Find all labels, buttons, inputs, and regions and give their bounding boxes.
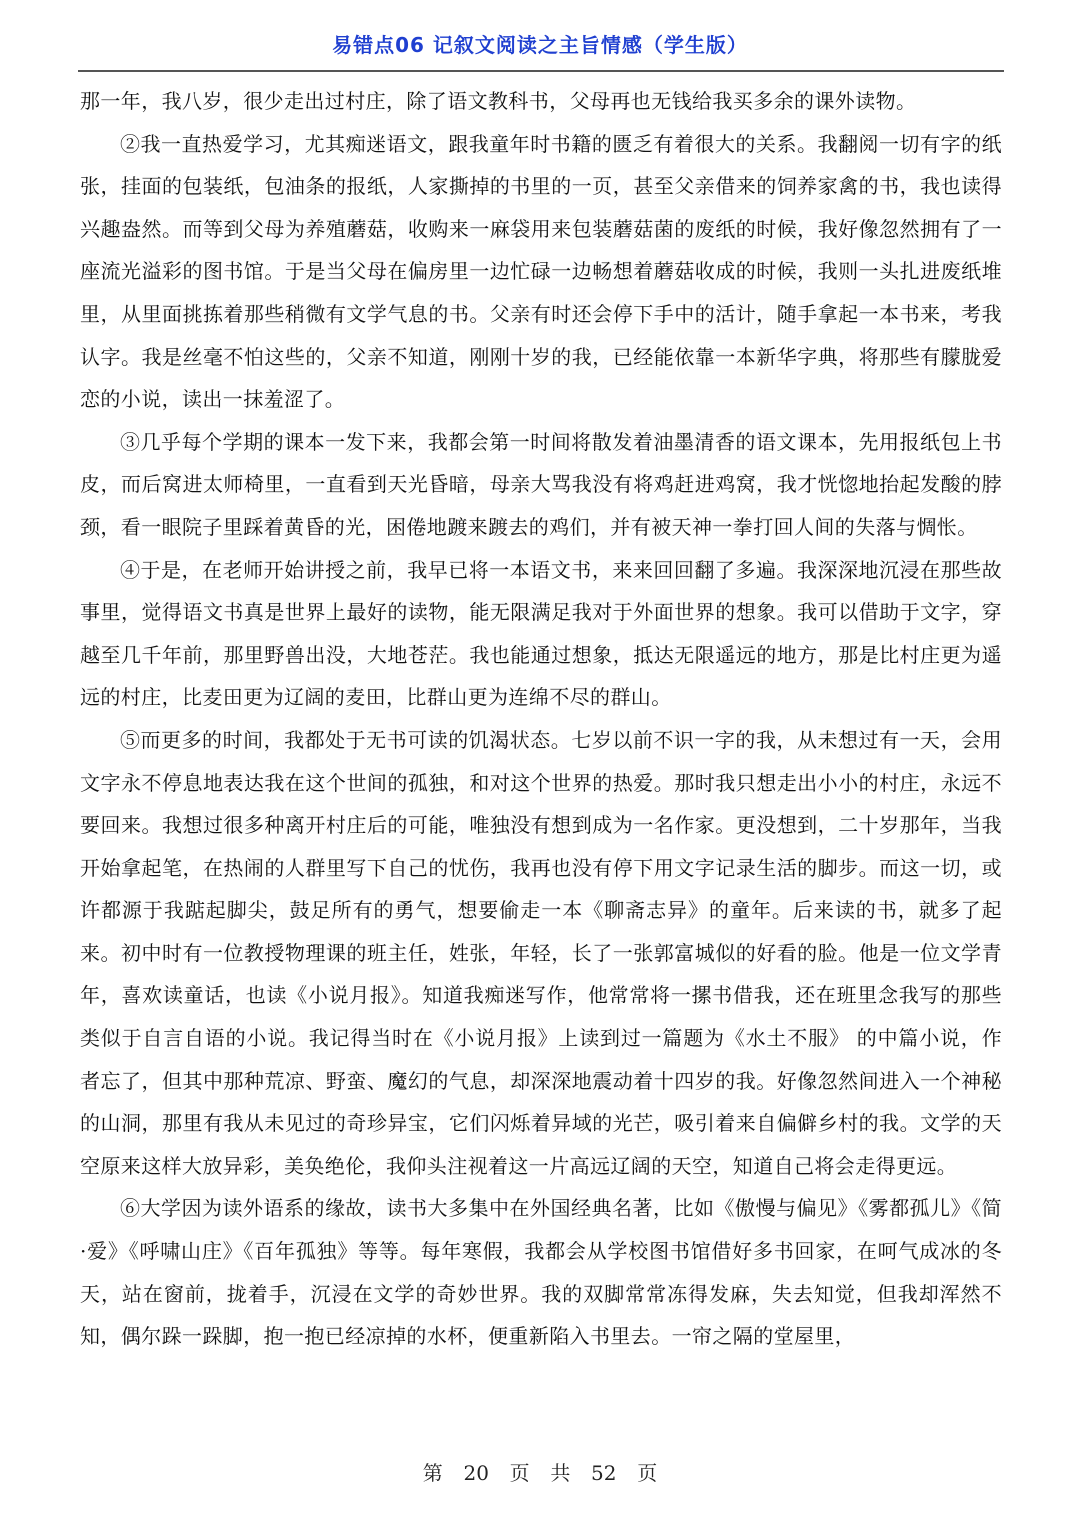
header-title: 易错点06 记叙文阅读之主旨情感（学生版） xyxy=(332,33,748,57)
page-number-label: 第 20 页 共 52 页 xyxy=(422,1461,658,1485)
paragraph-continuation: 那一年，我八岁，很少走出过村庄，除了语文教科书，父母再也无钱给我买多余的课外读物。 xyxy=(80,89,917,113)
paragraph-2: ②我一直热爱学习，尤其痴迷语文，跟我童年时书籍的匮乏有着很大的关系。我翻阅一切有字的纸张，挂面的包装纸，包油条的报纸，人家撕掉的书里的一页，甚至父亲借来的饲养家禽的书，我也读得兴趣盎然。而等到父母为养殖蘑菇，收购来一麻袋用来包装蘑菇菌的废纸的时候，我好像忽然拥有了一座流光溢彩的图书馆。于是当父母在偏房里一边忙碌一边畅想着蘑菇收成的时候，我则一头扎进废纸堆里，从里面挑拣着那些稍微有文学气息的书。父亲有时还会停下手中的活计，随手拿起一本书来，考我认字。我是丝毫不怕这些的，父亲不知道，刚刚十岁的我，已经能依靠一本新华字典，将那些有朦胧爱恋的小说，读出一抹羞涩了。 xyxy=(80,131,1002,412)
header-divider xyxy=(78,70,1004,72)
page-footer xyxy=(0,1458,1080,1488)
paragraph-5: ⑤而更多的时间，我都处于无书可读的饥渴状态。七岁以前不识一字的我，从未想过有一天，会用文字永不停息地表达我在这个世间的孤独，和对这个世界的热爱。那时我只想走出小小的村庄，永远不要回来。我想过很多种离开村庄后的可能，唯独没有想到成为一名作家。更没想到，二十岁那年，当我开始拿起笔，在热闹的人群里写下自己的忧伤，我再也没有停下用文字记录生活的脚步。而这一切，或许都源于我踮起脚尖，鼓足所有的勇气，想要偷走一本《聊斋志异》的童年。后来读的书，就多了起来。初中时有一位教授物理课的班主任，姓张，年轻，长了一张郭富城似的好看的脸。他是一位文学青年，喜欢读童话，也读《小说月报》。知道我痴迷写作，他常常将一摞书借我，还在班里念我写的那些类似于自言自语的小说。我记得当时在《小说月报》上读到过一篇题为《水土不服》 的中篇小说，作者忘了，但其中那种荒凉、野蛮、魔幻的气息，却深深地震动着十四岁的我。好像忽然间进入一个神秘的山洞，那里有我从未见过的奇珍异宝，它们闪烁着异域的光芒，吸引着来自偏僻乡村的我。文学的天空原来这样大放异彩，美奂绝伦，我仰头注视着这一片高远辽阔的天空，知道自己将会走得更远。 xyxy=(80,727,1002,1178)
document-body xyxy=(80,80,1002,1358)
paragraph-4: ④于是，在老师开始讲授之前，我早已将一本语文书，来来回回翻了多遍。我深深地沉浸在那些故事里，觉得语文书真是世界上最好的读物，能无限满足我对于外面世界的想象。我可以借助于文字，穿越至几千年前，那里野兽出没，大地苍茫。我也能通过想象，抵达无限遥远的地方，那是比村庄更为遥远的村庄，比麦田更为辽阔的麦田，比群山更为连绵不尽的群山。 xyxy=(80,557,1002,710)
paragraph-3: ③几乎每个学期的课本一发下来，我都会第一时间将散发着油墨清香的语文课本，先用报纸包上书皮，而后窝进太师椅里，一直看到天光昏暗，母亲大骂我没有将鸡赶进鸡窝，我才恍惚地抬起发酸的脖颈，看一眼院子里踩着黄昏的光，困倦地踱来踱去的鸡们，并有被天神一拳打回人间的失落与惆怅。 xyxy=(80,429,1002,539)
paragraph-6: ⑥大学因为读外语系的缘故，读书大多集中在外国经典名著，比如《傲慢与偏见》《雾都孤儿》《简·爱》《呼啸山庄》《百年孤独》等等。每年寒假，我都会从学校图书馆借好多书回家，在呵气成冰的冬天，站在窗前，拢着手，沉浸在文学的奇妙世界。我的双脚常常冻得发麻，失去知觉，但我却浑然不知，偶尔跺一跺脚，抱一抱已经凉掉的水杯，便重新陷入书里去。一帘之隔的堂屋里， xyxy=(80,1196,1002,1349)
